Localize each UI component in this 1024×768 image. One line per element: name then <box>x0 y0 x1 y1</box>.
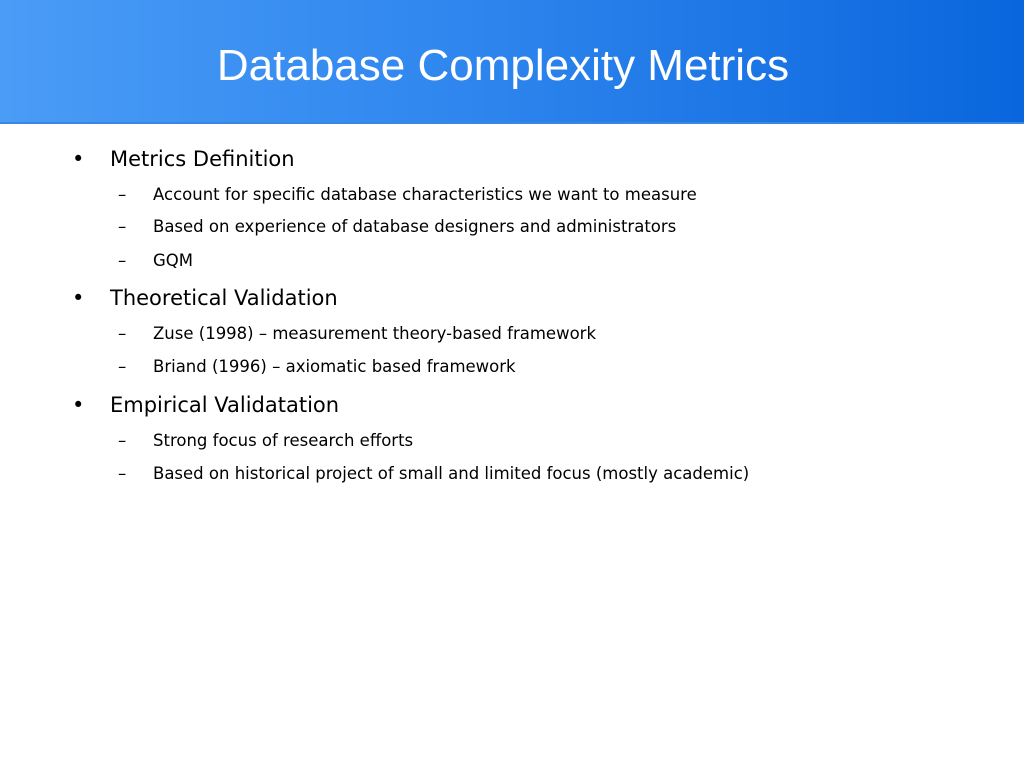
bullet-dot-icon: • <box>72 147 85 171</box>
bullet-metrics-definition <box>0 143 1024 175</box>
bullet-label: Empirical Validatation <box>110 393 340 417</box>
dash-icon: – <box>118 217 127 236</box>
bullet-dot-icon: • <box>72 286 85 310</box>
bullet-label: Theoretical Validation <box>110 286 338 310</box>
sub-bullet-text: Based on historical project of small and limited focus (mostly academic) <box>153 464 750 483</box>
sub-bullet-text: Based on experience of database designers and administrators <box>153 217 677 236</box>
sub-bullet <box>0 353 1024 381</box>
bullet-empirical-validation <box>0 389 1024 421</box>
bullet-label: Metrics Definition <box>110 147 295 171</box>
dash-icon: – <box>118 324 127 343</box>
sub-bullet <box>0 460 1024 488</box>
sub-bullet <box>0 247 1024 275</box>
bullet-theoretical-validation <box>0 282 1024 314</box>
dash-icon: – <box>118 464 127 483</box>
dash-icon: – <box>118 185 127 204</box>
sub-bullet-text: GQM <box>153 251 194 270</box>
sub-bullet <box>0 213 1024 241</box>
sub-bullet <box>0 427 1024 455</box>
sub-bullet-text: Strong focus of research efforts <box>153 431 414 450</box>
sub-bullet-text: Briand (1996) – axiomatic based framework <box>153 357 516 376</box>
bullet-dot-icon: • <box>72 393 85 417</box>
sub-bullet-text: Account for specific database characteristics we want to measure <box>153 185 697 204</box>
sub-bullet-text: Zuse (1998) – measurement theory-based framework <box>153 324 597 343</box>
slide-title: Database Complexity Metrics <box>216 41 790 90</box>
sub-bullet <box>0 320 1024 348</box>
dash-icon: – <box>118 251 127 270</box>
sub-bullet <box>0 181 1024 209</box>
dash-icon: – <box>118 431 127 450</box>
dash-icon: – <box>118 357 127 376</box>
